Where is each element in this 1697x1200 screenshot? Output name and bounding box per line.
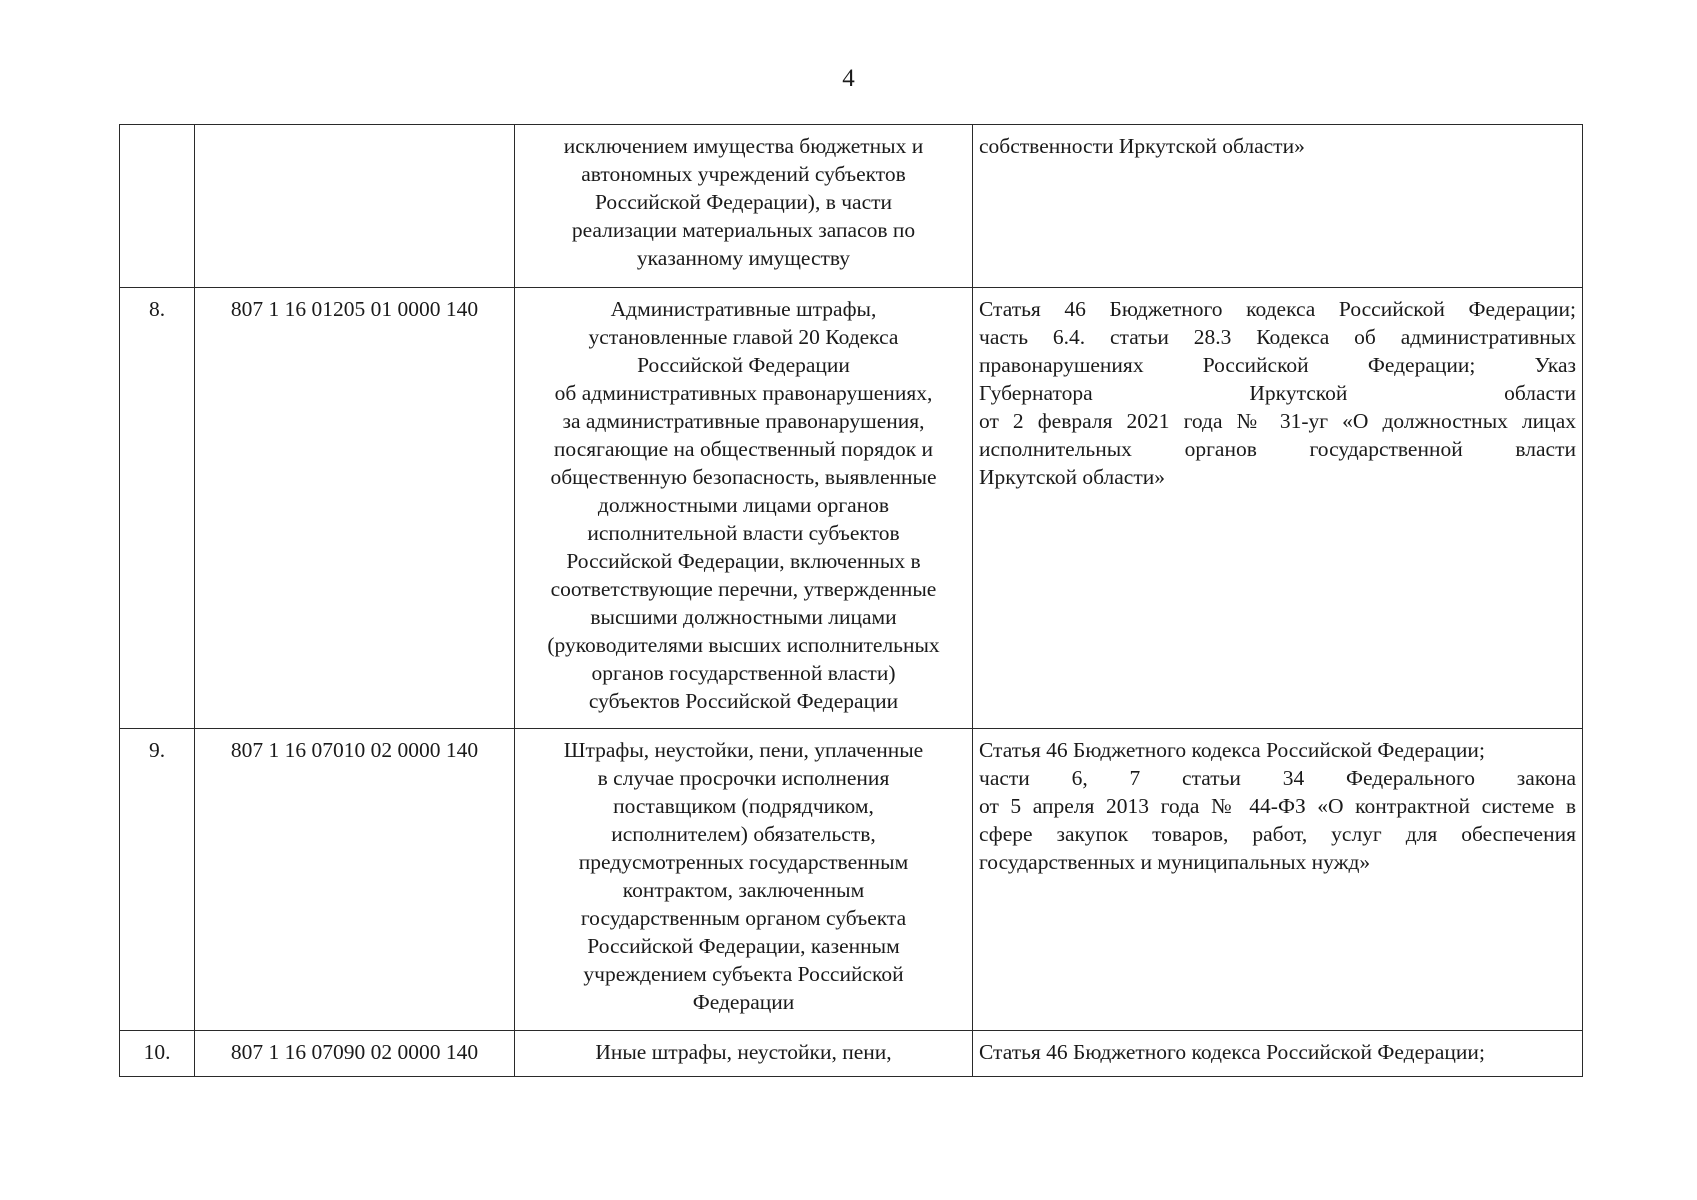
- text-line: Статья 46 Бюджетного кодекса Российской Федерации;: [979, 297, 1576, 321]
- revenue-name: [515, 1031, 973, 1077]
- text-line: субъектов Российской Федерации: [588, 689, 899, 713]
- text-line: общественную безопасность, выявленные: [550, 465, 937, 489]
- text-line: органов государственной власти): [591, 661, 896, 685]
- text-line: Российской Федерации, казенным: [587, 934, 900, 958]
- text-line: указанному имуществу: [636, 246, 851, 270]
- revenue-name: [515, 729, 973, 1031]
- revenue-codes-table: [119, 124, 1583, 1077]
- text-line: поставщиком (подрядчиком,: [613, 794, 874, 818]
- table-row: [120, 1031, 1583, 1077]
- text-line: исполнителем) обязательств,: [611, 822, 876, 846]
- legal-basis: [973, 1031, 1583, 1077]
- text-line: Статья 46 Бюджетного кодекса Российской Федерации;: [979, 738, 1485, 762]
- text-line: исключением имущества бюджетных и: [563, 134, 924, 158]
- text-line: соответствующие перечни, утвержденные: [550, 577, 937, 601]
- legal-basis: [973, 288, 1583, 729]
- revenue-code: 807 1 16 07090 02 0000 140: [195, 1031, 515, 1077]
- text-line: от 5 апреля 2013 года № 44-ФЗ «О контрактной системе в: [979, 794, 1576, 818]
- text-line: правонарушениях Российской Федерации; Указ: [979, 353, 1576, 377]
- text-line: государственных и муниципальных нужд»: [979, 850, 1371, 874]
- row-number: 9.: [120, 729, 195, 1031]
- text-line: установленные главой 20 Кодекса: [588, 325, 899, 349]
- text-line: должностными лицами органов: [597, 493, 890, 517]
- text-line: от 2 февраля 2021 года № 31-уг «О должностных лицах: [979, 409, 1576, 433]
- text-line: контрактом, заключенным: [622, 878, 865, 902]
- text-line: Российской Федерации: [637, 353, 850, 377]
- text-line: Российской Федерации), в части: [594, 190, 893, 214]
- revenue-code: [195, 125, 515, 288]
- text-line: предусмотренных государственным: [578, 850, 909, 874]
- text-line: Федерации: [692, 990, 795, 1014]
- text-line: собственности Иркутской области»: [979, 134, 1305, 158]
- text-line: Иркутской области»: [979, 465, 1165, 489]
- row-number: [120, 125, 195, 288]
- text-line: Российской Федерации, включенных в: [566, 549, 921, 573]
- revenue-code: 807 1 16 01205 01 0000 140: [195, 288, 515, 729]
- text-line: автономных учреждений субъектов: [581, 162, 906, 186]
- revenue-name: [515, 288, 973, 729]
- legal-basis: [973, 125, 1583, 288]
- text-line: (руководителями высших исполнительных: [547, 633, 940, 657]
- text-line: в случае просрочки исполнения: [597, 766, 890, 790]
- row-number: 8.: [120, 288, 195, 729]
- legal-basis: [973, 729, 1583, 1031]
- table-row: [120, 729, 1583, 1031]
- text-line: Иные штрафы, неустойки, пени,: [595, 1040, 892, 1064]
- text-line: реализации материальных запасов по: [571, 218, 916, 242]
- table-row: [120, 125, 1583, 288]
- text-line: Административные штрафы,: [610, 297, 877, 321]
- text-line: исполнительной власти субъектов: [587, 521, 900, 545]
- text-line: часть 6.4. статьи 28.3 Кодекса об административных: [979, 325, 1576, 349]
- row-number: 10.: [120, 1031, 195, 1077]
- revenue-code: 807 1 16 07010 02 0000 140: [195, 729, 515, 1031]
- text-line: Штрафы, неустойки, пени, уплаченные: [563, 738, 924, 762]
- text-line: об административных правонарушениях,: [554, 381, 933, 405]
- text-line: исполнительных органов государственной власти: [979, 437, 1576, 461]
- text-line: части 6, 7 статьи 34 Федерального закона: [979, 766, 1576, 790]
- text-line: посягающие на общественный порядок и: [553, 437, 934, 461]
- page-number: 4: [842, 65, 855, 92]
- text-line: Губернатора Иркутской области: [979, 381, 1576, 405]
- text-line: сфере закупок товаров, работ, услуг для обеспечения: [979, 822, 1576, 846]
- text-line: высшими должностными лицами: [590, 605, 897, 629]
- revenue-name: [515, 125, 973, 288]
- text-line: учреждением субъекта Российской: [583, 962, 904, 986]
- text-line: государственным органом субъекта: [580, 906, 907, 930]
- text-line: за административные правонарушения,: [562, 409, 925, 433]
- text-line: Статья 46 Бюджетного кодекса Российской Федерации;: [979, 1040, 1485, 1064]
- table-row: [120, 288, 1583, 729]
